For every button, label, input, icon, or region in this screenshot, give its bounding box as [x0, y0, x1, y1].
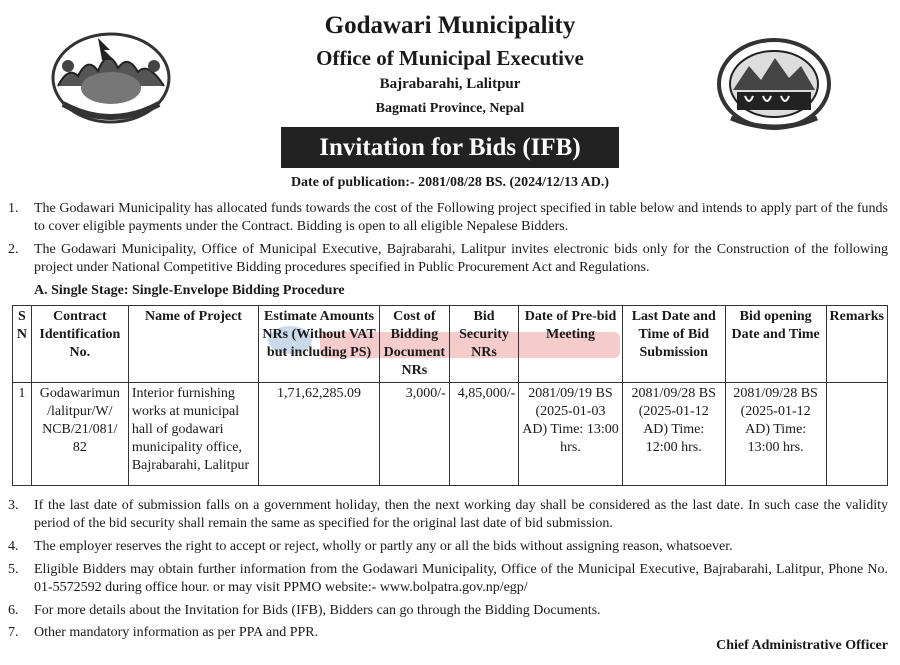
cell-sn: 1	[13, 383, 32, 486]
table-header-row	[13, 306, 888, 383]
paragraph-number: 6.	[8, 603, 19, 618]
notice-header	[0, 0, 900, 200]
paragraph-number: 3.	[8, 498, 19, 513]
paragraph-number: 5.	[8, 562, 19, 577]
municipality-logo-icon	[715, 36, 833, 132]
column-header: Bid opening Date and Time	[725, 306, 826, 383]
table-row	[13, 383, 888, 486]
column-header: Last Date and Time of Bid Submission	[622, 306, 725, 383]
paragraph-number: 2.	[8, 242, 19, 257]
paragraph-number: 7.	[8, 625, 19, 640]
cell-remarks	[826, 383, 887, 486]
cell-estimate: 1,71,62,285.09	[259, 383, 380, 486]
office-name: Office of Municipal Executive	[316, 46, 584, 70]
paragraph-1	[8, 200, 888, 236]
procedure-heading: A. Single Stage: Single-Envelope Bidding Procedure	[34, 283, 345, 298]
column-header: Date of Pre-bid Meeting	[519, 306, 622, 383]
paragraph-3	[8, 497, 888, 533]
cell-opening: 2081/09/28 BS (2025-01-12 AD) Time: 13:00 hrs.	[725, 383, 826, 486]
paragraph-text: For more details about the Invitation for Bids (IFB), Bidders can go through the Bidding Documents.	[34, 603, 601, 618]
office-province: Bagmati Province, Nepal	[375, 101, 525, 116]
paragraph-text: The employer reserves the right to accept or reject, wholly or partly any or all the bids without assigning reason, whatsoever.	[34, 539, 733, 554]
paragraph-text: Eligible Bidders may obtain further information from the Godawari Municipality, Office of the Municipal Executive, Bajrabarahi, Lalitpur, Phone No. 01-5572592 during office hour. or may visit PPMO website:- www.bolpatra.gov.np/egp/	[34, 562, 888, 595]
cell-contract-id: Godawarimun /lalitpur/W/ NCB/21/081/ 82	[31, 383, 128, 486]
publication-date: Date of publication:- 2081/08/28 BS. (2024/12/13 AD.)	[290, 175, 610, 190]
column-header: Estimate Amounts NRs (Without VAT but including PS)	[259, 306, 380, 383]
paragraph-number: 4.	[8, 539, 19, 554]
paragraph-6	[8, 602, 888, 620]
paragraph-text: The Godawari Municipality has allocated funds towards the cost of the Following project specified in table below and intends to apply part of the funds to cover eligible payments under the Contract. Bidding is open to all eligible Nepalese Bidders.	[34, 201, 888, 234]
paragraph-text: If the last date of submission falls on a government holiday, then the next working day shall be considered as the last date. In such case the validity period of the bid security shall remain the same as specified for the original last date of bid submission.	[34, 498, 888, 531]
paragraph-4	[8, 538, 888, 556]
cell-bid-security: 4,85,000/-	[449, 383, 518, 486]
signatory-title: Chief Administrative Officer	[716, 638, 888, 653]
cell-doc-cost: 3,000/-	[379, 383, 449, 486]
column-header: Name of Project	[128, 306, 258, 383]
column-header: Contract Identification No.	[31, 306, 128, 383]
office-address: Bajrabarahi, Lalitpur	[379, 76, 521, 92]
cell-prebid: 2081/09/19 BS (2025-01-03 AD) Time: 13:00 hrs.	[519, 383, 622, 486]
bids-table	[12, 305, 888, 486]
paragraph-text: Other mandatory information as per PPA and PPR.	[34, 625, 319, 640]
cell-project: Interior furnishing works at municipal hall of godawari municipality office, Bajrabarahi, Lalitpur	[128, 383, 258, 486]
column-header: Cost of Bidding Document NRs	[379, 306, 449, 383]
paragraph-number: 1.	[8, 201, 19, 216]
column-header: Remarks	[826, 306, 887, 383]
paragraph-2	[8, 241, 888, 277]
paragraph-5	[8, 561, 888, 597]
municipality-name: Godawari Municipality	[324, 12, 576, 39]
paragraph-text: The Godawari Municipality, Office of Municipal Executive, Bajrabarahi, Lalitpur invites electronic bids only for the Construction of the following project under National Competitive Bidding procedures specified in Public Procurement Act and Regulations.	[34, 242, 888, 275]
notice-title: Invitation for Bids (IFB)	[281, 127, 619, 168]
cell-submission: 2081/09/28 BS (2025-01-12 AD) Time: 12:00 hrs.	[622, 383, 725, 486]
column-header: S N	[13, 306, 32, 383]
column-header: Bid Security NRs	[449, 306, 518, 383]
